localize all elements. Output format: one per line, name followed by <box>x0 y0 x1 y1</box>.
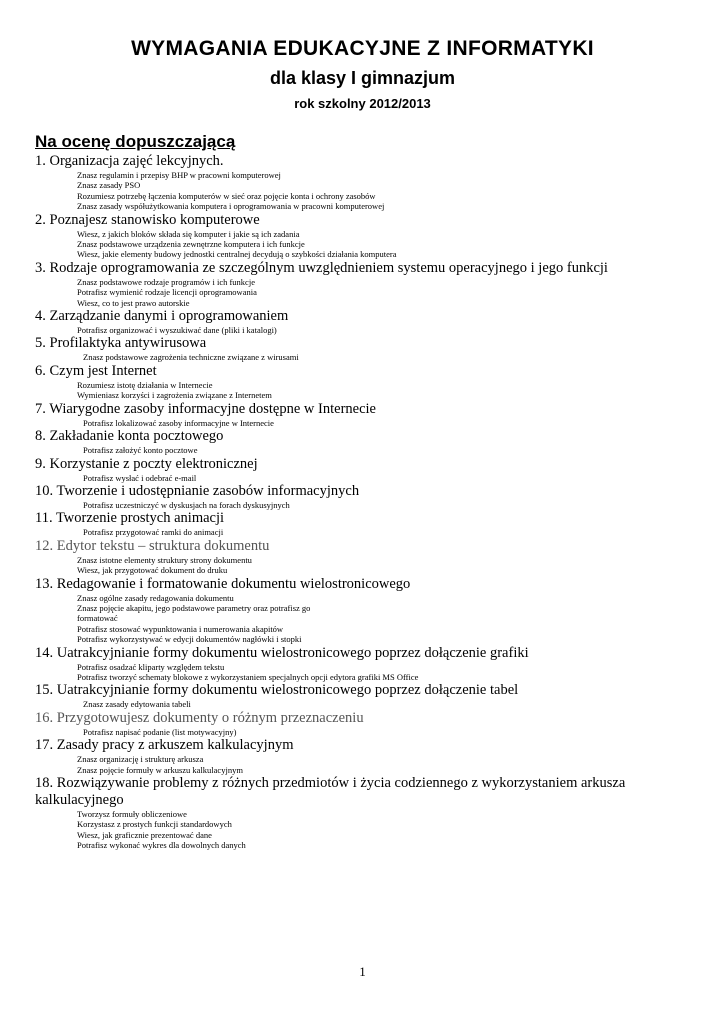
page-number: 1 <box>359 964 366 979</box>
requirement-item: formatować <box>77 613 118 624</box>
requirement-item: Znasz ogólne zasady redagowania dokumentu <box>77 592 234 603</box>
requirement-item: Znasz zasady edytowania tabeli <box>83 699 191 710</box>
requirement-item: Znasz regulamin i przepisy BHP w pracowni komputerowej <box>77 170 281 180</box>
requirement-item: Rozumiesz istotę działania w Internecie <box>77 379 213 390</box>
section-heading: 14. Uatrakcyjnianie formy dokumentu wielostronicowego poprzez dołączenie grafiki <box>35 644 529 661</box>
requirement-item: Potrafisz stosować wypunktowania i numerowania akapitów <box>77 623 284 634</box>
section-heading: 10. Tworzenie i udostępnianie zasobów informacyjnych <box>35 482 360 499</box>
section-heading: 16. Przygotowujesz dokumenty o różnym przeznaczeniu <box>35 709 364 726</box>
requirement-item: Potrafisz organizować i wyszukiwać dane (pliki i katalogi) <box>77 325 277 336</box>
section-heading: 1. Organizacja zajęć lekcyjnych. <box>35 153 224 169</box>
requirement-item: Znasz podstawowe rodzaje programów i ich funkcje <box>77 276 255 287</box>
section-heading: 7. Wiarygodne zasoby informacyjne dostępne w Internecie <box>35 400 376 417</box>
requirement-item: Tworzysz formuły obliczeniowe <box>77 809 187 819</box>
section-heading: 12. Edytor tekstu – struktura dokumentu <box>35 537 270 554</box>
requirement-item: Potrafisz lokalizować zasoby informacyjne w Internecie <box>83 417 274 428</box>
requirement-item: Wiesz, z jakich bloków składa się komputer i jakie są ich zadania <box>77 228 300 239</box>
school-year: rok szkolny 2012/2013 <box>294 96 431 111</box>
requirement-item: Wiesz, co to jest prawo autorskie <box>77 297 190 308</box>
section-heading: 2. Poznajesz stanowisko komputerowe <box>35 211 260 228</box>
section-heading: 11. Tworzenie prostych animacji <box>35 510 225 527</box>
section-heading: 8. Zakładanie konta pocztowego <box>35 428 224 445</box>
requirement-item: Potrafisz założyć konto pocztowe <box>83 445 198 456</box>
requirement-item: Znasz pojęcie akapitu, jego podstawowe parametry oraz potrafisz go <box>77 602 311 613</box>
section-heading: 18. Rozwiązywanie problemy z różnych przedmiotów i życia codziennego z wykorzystaniem arkusza kalkulacyjnego <box>35 775 626 808</box>
requirement-item: Znasz zasady PSO <box>77 180 141 191</box>
section-heading: 5. Profilaktyka antywirusowa <box>35 335 207 352</box>
section-heading: 9. Korzystanie z poczty elektronicznej <box>35 455 258 472</box>
requirement-item: Potrafisz wysłać i odebrać e-mail <box>83 472 197 483</box>
requirements-list <box>35 153 695 851</box>
requirement-item: Znasz podstawowe zagrożenia techniczne związane z wirusami <box>83 352 299 363</box>
requirement-item: Korzystasz z prostych funkcji standardowych <box>77 819 232 830</box>
document-title: WYMAGANIA EDUKACYJNE Z INFORMATYKI <box>131 37 594 60</box>
requirement-item: Potrafisz wykonać wykres dla dowolnych danych <box>77 840 246 851</box>
requirement-item: Potrafisz tworzyć schematy blokowe z wykorzystaniem specjalnych opcji edytora grafiki MS Office <box>77 671 419 682</box>
requirement-item: Wiesz, jak graficznie prezentować dane <box>77 829 212 840</box>
requirement-item: Rozumiesz potrzebę łączenia komputerów w sieć oraz pojęcie konta i ochrony zasobów <box>77 190 376 201</box>
section-heading: 15. Uatrakcyjnianie formy dokumentu wielostronicowego poprzez dołączenie tabel <box>35 682 519 699</box>
requirement-item: Wiesz, jakie elementy budowy jednostki centralnej decydują o szybkości działania komputera <box>77 249 397 260</box>
section-heading: 13. Redagowanie i formatowanie dokumentu wielostronicowego <box>35 575 411 592</box>
document-subtitle: dla klasy I gimnazjum <box>269 68 456 88</box>
section-heading: 3. Rodzaje oprogramowania ze szczególnym uwzględnieniem systemu operacyjnego i jego funkcji <box>35 259 608 276</box>
requirement-item: Potrafisz wymienić rodzaje licencji oprogramowania <box>77 287 257 298</box>
requirement-item: Znasz pojęcie formuły w arkuszu kalkulacyjnym <box>77 764 243 775</box>
requirement-item: Znasz organizację i strukturę arkusza <box>77 754 204 765</box>
requirement-item: Znasz podstawowe urządzenia zewnętrzne komputera i ich funkcje <box>77 239 305 250</box>
grade-heading: Na ocenę dopuszczającą <box>35 132 236 151</box>
requirement-item: Potrafisz uczestniczyć w dyskusjach na forach dyskusyjnych <box>83 499 290 510</box>
requirement-item: Potrafisz napisać podanie (list motywacyjny) <box>83 726 237 737</box>
requirement-item: Potrafisz osadzać kliparty względem tekstu <box>77 661 225 672</box>
requirement-item: Wiesz, jak przygotować dokument do druku <box>77 565 228 576</box>
section-heading: 6. Czym jest Internet <box>35 362 157 379</box>
requirement-item: Potrafisz przygotować ramki do animacji <box>83 527 224 538</box>
requirement-item: Znasz istotne elementy struktury strony dokumentu <box>77 554 252 565</box>
section-heading: 17. Zasady pracy z arkuszem kalkulacyjnym <box>35 737 294 754</box>
section-heading: 4. Zarządzanie danymi i oprogramowaniem <box>35 308 289 325</box>
requirement-item: Znasz zasady współużytkowania komputera i oprogramowania w pracowni komputerowej <box>77 201 385 212</box>
requirement-item: Potrafisz wykorzystywać w edycji dokumentów nagłówki i stopki <box>77 634 302 645</box>
requirement-item: Wymieniasz korzyści i zagrożenia związane z Internetem <box>77 390 272 401</box>
